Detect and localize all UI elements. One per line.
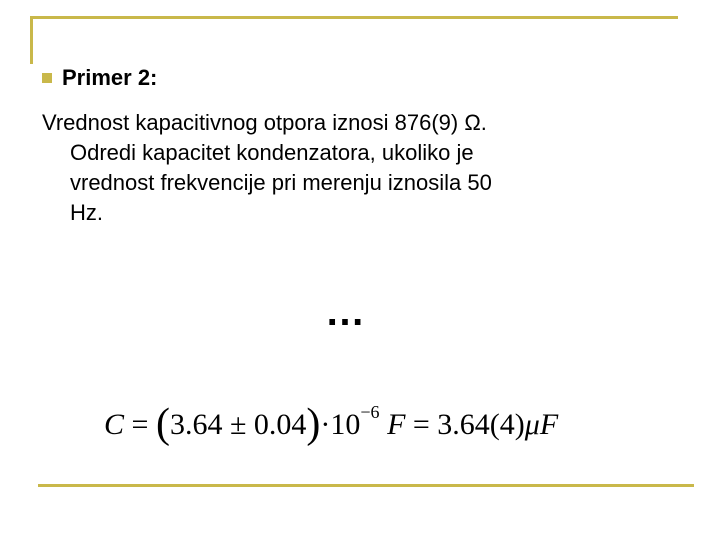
- formula-unit1: F: [379, 408, 406, 441]
- ellipsis: …: [325, 290, 367, 334]
- formula-eq1: =: [124, 408, 156, 441]
- body-line-1: Vrednost kapacitivnog otpora iznosi 876(9) Ω.: [42, 110, 487, 135]
- body-line-4: Hz.: [70, 200, 103, 225]
- formula-exponent: −6: [360, 402, 380, 422]
- body-line-3: vrednost frekvencije pri merenju iznosila 50: [70, 170, 492, 195]
- formula-mu: μ: [524, 408, 540, 441]
- frame-top-line: [30, 16, 678, 19]
- body-line-2: Odredi kapacitet kondenzatora, ukoliko je: [70, 140, 474, 165]
- formula-lhs: C: [104, 408, 125, 441]
- formula-eq2: = 3.64(4): [405, 408, 525, 441]
- formula-times: ·10: [320, 408, 361, 441]
- frame-bottom-line: [38, 484, 694, 487]
- formula-unit2: F: [539, 408, 559, 441]
- bullet-square-icon: [42, 73, 52, 83]
- problem-text: [42, 108, 682, 228]
- slide-heading: Primer 2:: [62, 65, 158, 90]
- frame-left-line: [30, 16, 33, 64]
- formula-value: 3.64 ± 0.04: [169, 408, 307, 441]
- formula-open-paren: (: [155, 401, 170, 447]
- formula-close-paren: ): [306, 401, 321, 447]
- heading-line: [42, 64, 157, 92]
- result-formula: [104, 401, 559, 447]
